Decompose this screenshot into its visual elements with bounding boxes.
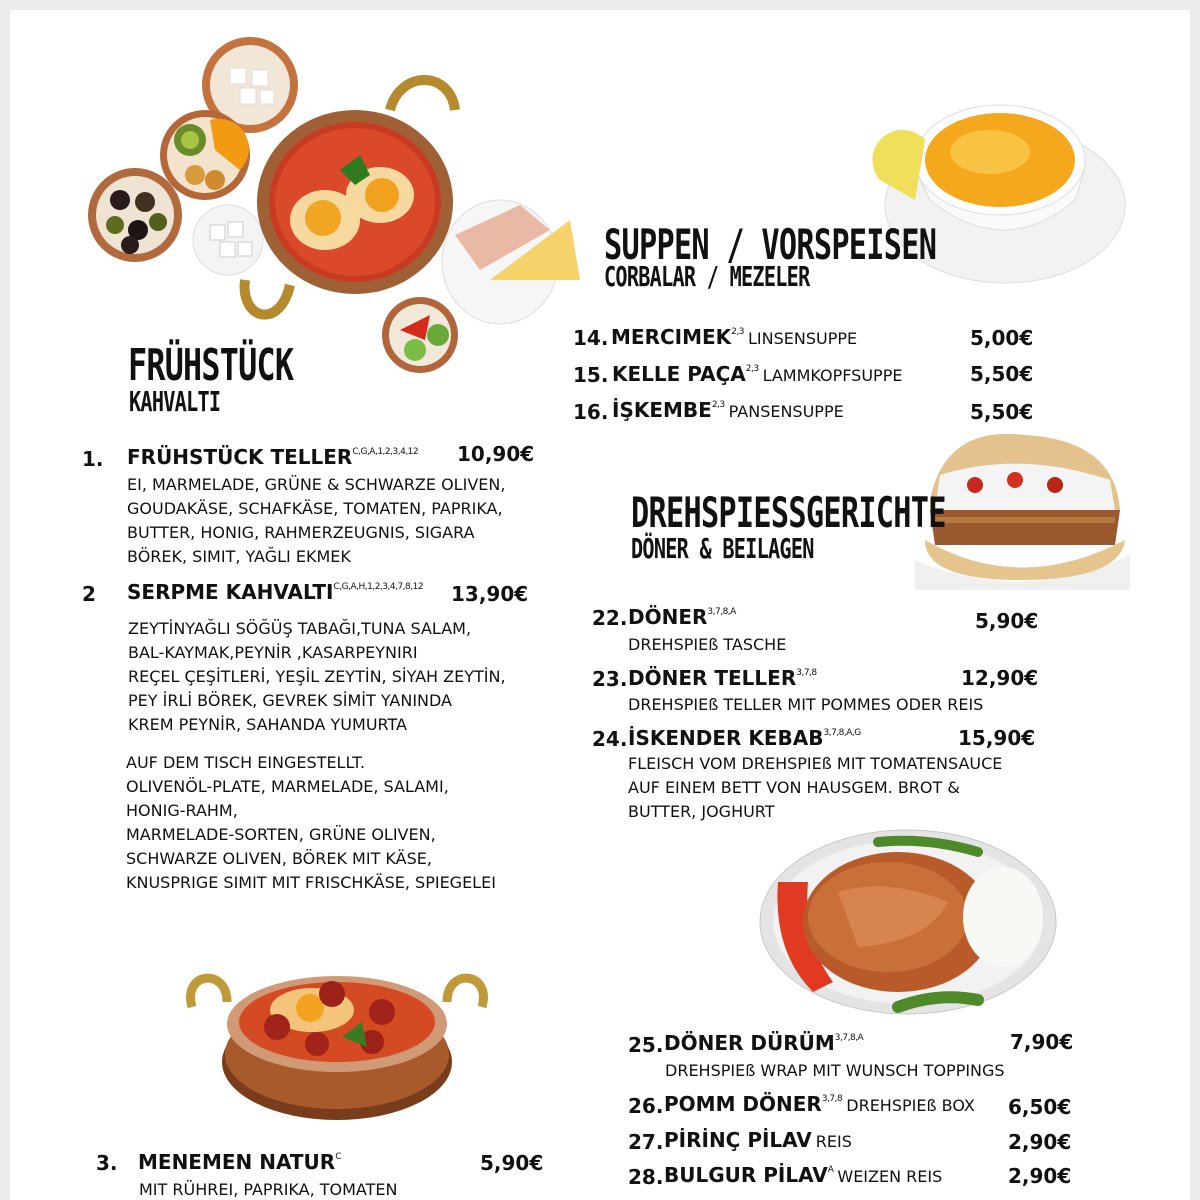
item-name: DÖNER $DÜRÜM^{3,7,8,A}$ (664, 1031, 864, 1055)
item-name: DÖNER TELLER$^{3,7,8}$ (628, 666, 817, 690)
breakfast-title: FRÜHSTÜCK (128, 340, 294, 391)
item-price: 5,50€ (970, 362, 1034, 386)
item-price: 5,90€ (480, 1151, 544, 1175)
item-description: DREHSPIEß TASCHE (628, 635, 787, 654)
item-number: 1. (82, 447, 104, 471)
item-number: 14. (573, 326, 609, 350)
item-price: 7,90€ (1010, 1030, 1074, 1054)
item-price: 2,90€ (1008, 1130, 1072, 1154)
item-number: 15. (573, 363, 609, 387)
item-name: PİRİNÇ PİLAV REIS (664, 1128, 852, 1152)
item-price: 5,50€ (970, 400, 1034, 424)
item-price: 10,90€ (457, 442, 535, 466)
menu-page (10, 10, 1190, 1200)
item-description: EI, MARMELADE, GRÜNE & SCHWARZE OLIVEN, GOUDAKÄSE, SCHAFKÄSE, TOMATEN, PAPRIKA, BUTTER, HONIG, RAHMERZEUGNIS, SIGARA BÖREK, SIMIT, YAĞLI EKMEK (127, 475, 506, 566)
item-name: FRÜHSTÜCK $TELLER^{C,G,A,1,2,3,4,12}$ (127, 445, 419, 469)
item-price: 15,90€ (958, 726, 1036, 750)
doner-title: DREHSPIESSGERICHTE (631, 488, 946, 537)
item-number: 28. (628, 1165, 664, 1189)
item-price: 6,50€ (1008, 1095, 1072, 1119)
item-price: 5,90€ (975, 609, 1039, 633)
item-price: 5,00€ (970, 326, 1034, 350)
item-name: MENEMEN $NATUR^C$ (138, 1150, 341, 1174)
item-name: İŞKEMBE$^{2,3}$ PANSENSUPPE (612, 398, 844, 422)
item-description: MIT RÜHREI, PAPRIKA, TOMATEN (139, 1180, 398, 1199)
item-number: 22. (592, 606, 628, 630)
item-name: SERPME $KAHVALTI^{C,G,A,H,1,2,3,4,7,8,12}$ (127, 580, 424, 604)
item-number: 23. (592, 667, 628, 691)
soups-title: SUPPEN / VORSPEISEN (604, 220, 937, 269)
soups-subtitle: CORBALAR / MEZELER (604, 260, 810, 293)
item-number: 2 (82, 582, 96, 606)
item-name: KELLE PAÇA$^{2,3}$ LAMMKOPFSUPPE (612, 362, 903, 386)
item-description: ZEYTİNYAĞLI SÖĞÜŞ TABAĞI,TUNA SALAM, BAL-KAYMAK,PEYNİR ,KASARPEYNIRI REÇEL ÇEŞİTLERİ, YEŞİL ZEYTİN, SİYAH ZEYTİN, PEY İRLİ BÖREK, GEVREK SİMİT YANINDA KREM PEYNİR, SAHANDA YUMURTA (128, 619, 506, 734)
breakfast-spread-image (70, 30, 590, 390)
item-number: 26. (628, 1094, 664, 1118)
item-note: AUF DEM TISCH EINGESTELLT. OLIVENÖL-PLATE, MARMELADE, SALAMI, HONIG-RAHM, MARMELADE-SORTEN, GRÜNE OLIVEN, SCHWARZE OLIVEN, BÖREK MIT KÄSE, KNUSPRIGE SIMIT MIT FRISCHKÄSE, SPIEGELEI (126, 753, 496, 892)
item-number: 24. (592, 727, 628, 751)
item-number: 16. (573, 400, 609, 424)
item-description: DREHSPIEß WRAP MIT WUNSCH TOPPINGS (665, 1061, 1005, 1080)
item-name: BULGUR $PİLAV^A$ WEIZEN REIS (664, 1163, 943, 1187)
item-number: 25. (628, 1033, 664, 1057)
item-name: İSKENDER $KEBAB^{3,7,8,A,G}$ (628, 726, 861, 750)
item-price: 2,90€ (1008, 1164, 1072, 1188)
item-number: 27. (628, 1130, 664, 1154)
item-price: 12,90€ (961, 666, 1039, 690)
item-description: FLEISCH VOM DREHSPIEß MIT TOMATENSAUCE AUF EINEM BETT VON HAUSGEM. BROT & BUTTER, JOGHURT (628, 754, 1003, 821)
item-name: MERCIMEK$^{2,3}$ LINSENSUPPE (611, 325, 858, 349)
item-price: 13,90€ (451, 582, 529, 606)
item-description: DREHSPIEß TELLER MIT POMMES ODER REIS (628, 695, 984, 714)
item-name: $DÖNER^{3,7,8,A}$ (628, 605, 736, 629)
iskender-kebab-image (758, 822, 1058, 1022)
menemen-pan-image (182, 962, 492, 1122)
doner-subtitle: DÖNER & BEILAGEN (631, 532, 814, 565)
item-number: 3. (96, 1151, 118, 1175)
breakfast-subtitle: KAHVALTI (129, 385, 221, 418)
item-name: POMM DÖNER$^{3,7,8}$ DREHSPIEß BOX (664, 1092, 975, 1116)
